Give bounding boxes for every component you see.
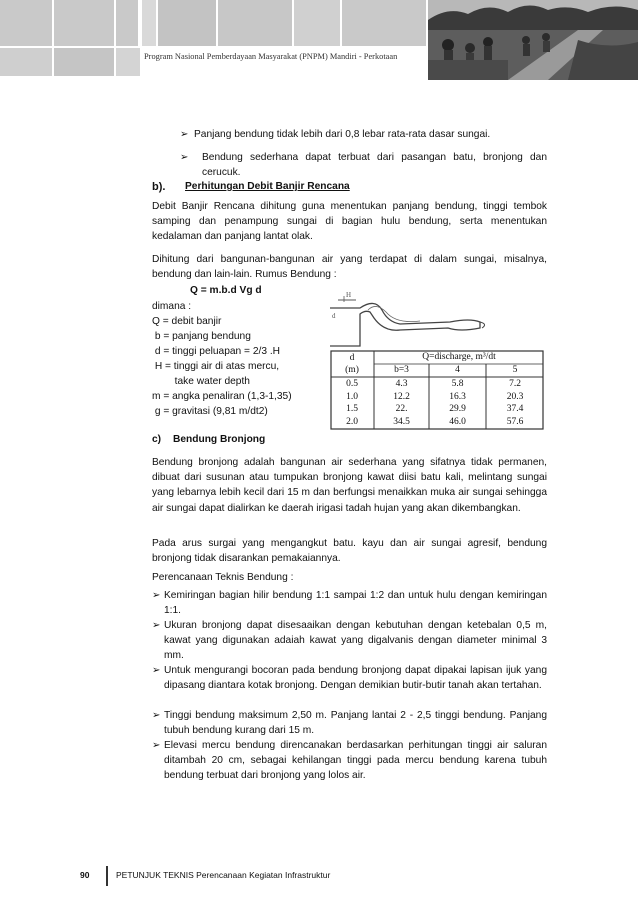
table-header-b: 5 — [512, 365, 518, 375]
check-arrow-icon: ➢ — [152, 665, 161, 676]
table-cell: 22. — [395, 404, 408, 414]
section-b-paragraph-1: Debit Banjir Rencana dihitung guna menentukan panjang bendung, tinggi tembok samping dan penampung sungai di bagian hulu bendung, serta menentukan kedalaman dan panjang lantat olak. — [152, 201, 547, 243]
list-item: ➢ Elevasi mercu bendung direncanakan berdasarkan perhitungan tinggi air saluran ditambah 20 cm, sebagai kehilangan tinggi pada mercu bendung karena tubuh bendung terbuat dari bronjong yang lolos air. — [152, 740, 547, 782]
section-c-heading: Bendung Bronjong — [173, 434, 266, 445]
table-header-d-unit: (m) — [345, 365, 359, 375]
check-arrow-icon: ➢ — [152, 710, 161, 721]
check-arrow-icon: ➢ — [152, 740, 161, 751]
list-item: ➢ Untuk mengurangi bocoran pada bendung bronjong dapat dipakai lapisan ijuk yang dipasang diantara kotak bronjong. Dengan demikian butir-butir tanah akan tertahan. — [152, 665, 547, 692]
footer-text: PETUNJUK TEKNIS Perencanaan Kegiatan Infrastruktur — [116, 870, 331, 880]
table-cell: 29.9 — [449, 404, 466, 414]
section-b-paragraph-2: Dihitung dari bangunan-bangunan air yang terdapat di dalam sungai, misalnya, bendung dan lain-lain. Rumus Bendung : — [152, 254, 547, 281]
definition-line: H = tinggi air di atas mercu, — [152, 361, 280, 372]
table-cell-d: 1.5 — [346, 404, 358, 414]
section-c-paragraph-3: Perencanaan Teknis Bendung : — [152, 572, 294, 583]
section-b-heading: Perhitungan Debit Banjir Rencana — [185, 181, 350, 192]
section-c-paragraph-2: Pada arus surgai yang mengangkut batu. kayu dan air sungai agresif, bendung bronjong tidak disarankan pemakaiannya. — [152, 538, 547, 565]
arrow-bullet-icon: ➢ — [180, 152, 189, 163]
figure-label-left: d — [332, 312, 336, 320]
table-header-b: 4 — [455, 365, 460, 375]
page-header — [0, 0, 638, 80]
check-arrow-icon: ➢ — [152, 590, 161, 601]
list-item: ➢ Tinggi bendung maksimum 2,50 m. Panjang lantai 2 - 2,5 tinggi bendung. Panjang tubuh bendung kurang dari 15 m. — [152, 710, 547, 737]
section-b-marker: b). — [152, 181, 166, 193]
header-photo — [428, 0, 638, 80]
figure-label-top: H — [346, 291, 352, 299]
table-cell: 34.5 — [393, 416, 410, 427]
footer-divider — [106, 866, 108, 886]
formula: Q = m.b.d Vg d — [190, 285, 262, 296]
table-cell: 7.2 — [509, 379, 521, 389]
weir-diagram — [330, 288, 545, 350]
section-c-marker: c) — [152, 434, 162, 445]
table-cell: 57.6 — [506, 416, 524, 427]
table-cell: 5.8 — [451, 379, 464, 389]
table-cell: 4.3 — [395, 379, 408, 389]
table-header-b: b=3 — [394, 365, 409, 375]
definition-line: d = tinggi peluapan = 2/3 .H — [152, 346, 281, 357]
definition-line: Q = debit banjir — [152, 316, 222, 327]
table-header-d: d — [349, 353, 355, 363]
table-cell: 16.3 — [449, 391, 466, 402]
table-cell-d: 0.5 — [346, 379, 358, 389]
definition-line: b = panjang bendung — [152, 331, 251, 342]
list-item: ➢ Kemiringan bagian hilir bendung 1:1 sampai 1:2 dan untuk hulu dengan kemiringan 1:1. — [152, 590, 547, 617]
table-cell-d: 2.0 — [346, 416, 358, 427]
list-item: ➢ Ukuran bronjong dapat disesaaikan dengan kebutuhan dengan ketebalan 0,5 m, kawat yang digunakan adaiah kawat yang digalvanis dengan diameter minimal 3 mm. — [152, 620, 547, 662]
table-header-q: Q=discharge, m³/dt — [422, 352, 496, 362]
section-c-paragraph-1: Bendung bronjong adalah bangunan air sederhana yang sifatnya tidak permanen, dibuat dari susunan atau tumpukan bronjong kawat diisi batu kali, melintang sungai yang lebarnya lebih kecil dari 15 m dan berfungsi menaikkan muka air sungai sehingga air sungai dapat dialirkan ke daerah irigasi tadah hujan yang akan dikembangkan. — [152, 457, 547, 514]
bullet-item: ➢ Panjang bendung tidak lebih dari 0,8 lebar rata-rata dasar sungai. — [180, 127, 547, 142]
arrow-bullet-icon: ➢ — [180, 129, 189, 140]
header-title: Program Nasional Pemberdayaan Masyarakat (PNPM) Mandiri - Perkotaan — [144, 52, 398, 61]
page-number: 90 — [80, 870, 90, 880]
definition-line: take water depth — [152, 376, 250, 387]
table-cell: 46.0 — [449, 416, 466, 427]
table-cell: 20.3 — [506, 391, 524, 402]
bullet-item: ➢ Bendung sederhana dapat terbuat dari pasangan batu, bronjong dan cerucuk. — [180, 152, 547, 179]
table-cell: 12.2 — [393, 391, 410, 402]
table-cell: 37.4 — [506, 404, 524, 414]
definition-line: dimana : — [152, 301, 192, 312]
definition-line: m = angka penaliran (1,3-1,35) — [152, 391, 292, 402]
definition-line: g = gravitasi (9,81 m/dt2) — [152, 406, 268, 417]
check-arrow-icon: ➢ — [152, 620, 161, 631]
table-cell-d: 1.0 — [346, 391, 358, 402]
discharge-table — [330, 350, 544, 430]
